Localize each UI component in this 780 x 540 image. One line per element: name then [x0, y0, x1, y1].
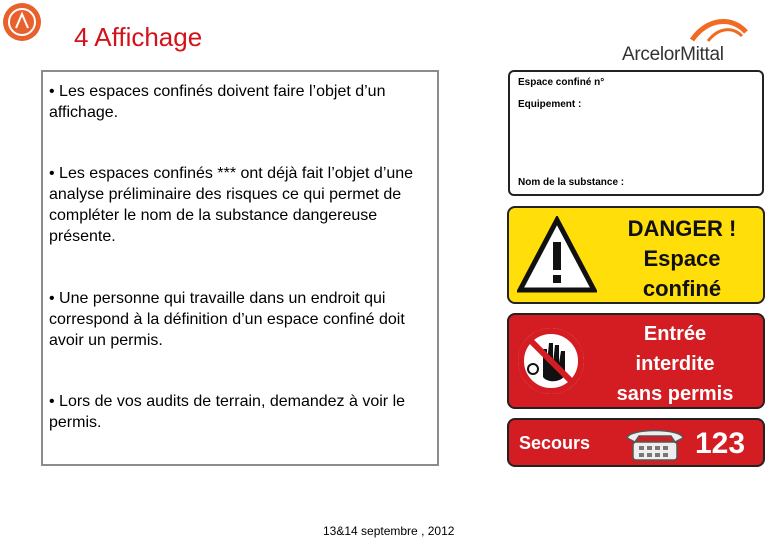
bullet-2: • Les espaces confinés *** ont déjà fait l’objet d’une analyse préliminaire des risques ce qui permet de compléter le nom de la substance dangereuse présente. — [49, 165, 414, 245]
secours-label: Secours — [519, 433, 591, 453]
warning-triangle-icon — [517, 216, 597, 296]
danger-sign — [507, 206, 765, 304]
bullet-4: • Lors de vos audits de terrain, demandez à voir le permis. — [49, 393, 406, 431]
form-label-substance: Nom de la substance : — [518, 177, 625, 188]
danger-line-1: DANGER ! — [627, 216, 737, 241]
corner-logo — [2, 2, 42, 42]
bullet-text-box — [41, 70, 439, 466]
danger-line-2: Espace — [643, 246, 721, 271]
page-title: 4 Affichage — [74, 22, 203, 52]
entree-line-3: sans permis — [616, 383, 734, 405]
confined-space-form-sign — [508, 70, 764, 196]
bullet-3: • Une personne qui travaille dans un endroit qui correspond à la définition d’un espace confiné doit avoir un permis. — [49, 290, 405, 349]
emergency-number: 123 — [695, 427, 746, 460]
no-entry-sign-text — [585, 319, 765, 409]
form-label-espace: Espace confiné n° — [518, 77, 605, 88]
danger-line-3: confiné — [642, 276, 722, 301]
telephone-icon — [621, 424, 689, 464]
arcelormittal-logo — [622, 14, 752, 66]
brand-swoosh-icon — [622, 14, 752, 44]
emergency-sign — [507, 418, 765, 467]
no-entry-hand-icon — [515, 325, 587, 397]
brand-name: ArcelorMittal — [622, 44, 724, 65]
entree-line-1: Entrée — [643, 323, 707, 345]
bullet-1: • Les espaces confinés doivent faire l’objet d’un affichage. — [49, 83, 386, 121]
form-label-equipement: Equipement : — [518, 99, 582, 110]
no-entry-sign — [507, 313, 765, 409]
danger-sign-text — [597, 214, 767, 304]
footer-date: 13&14 septembre , 2012 — [323, 524, 455, 538]
entree-line-2: interdite — [635, 353, 715, 375]
